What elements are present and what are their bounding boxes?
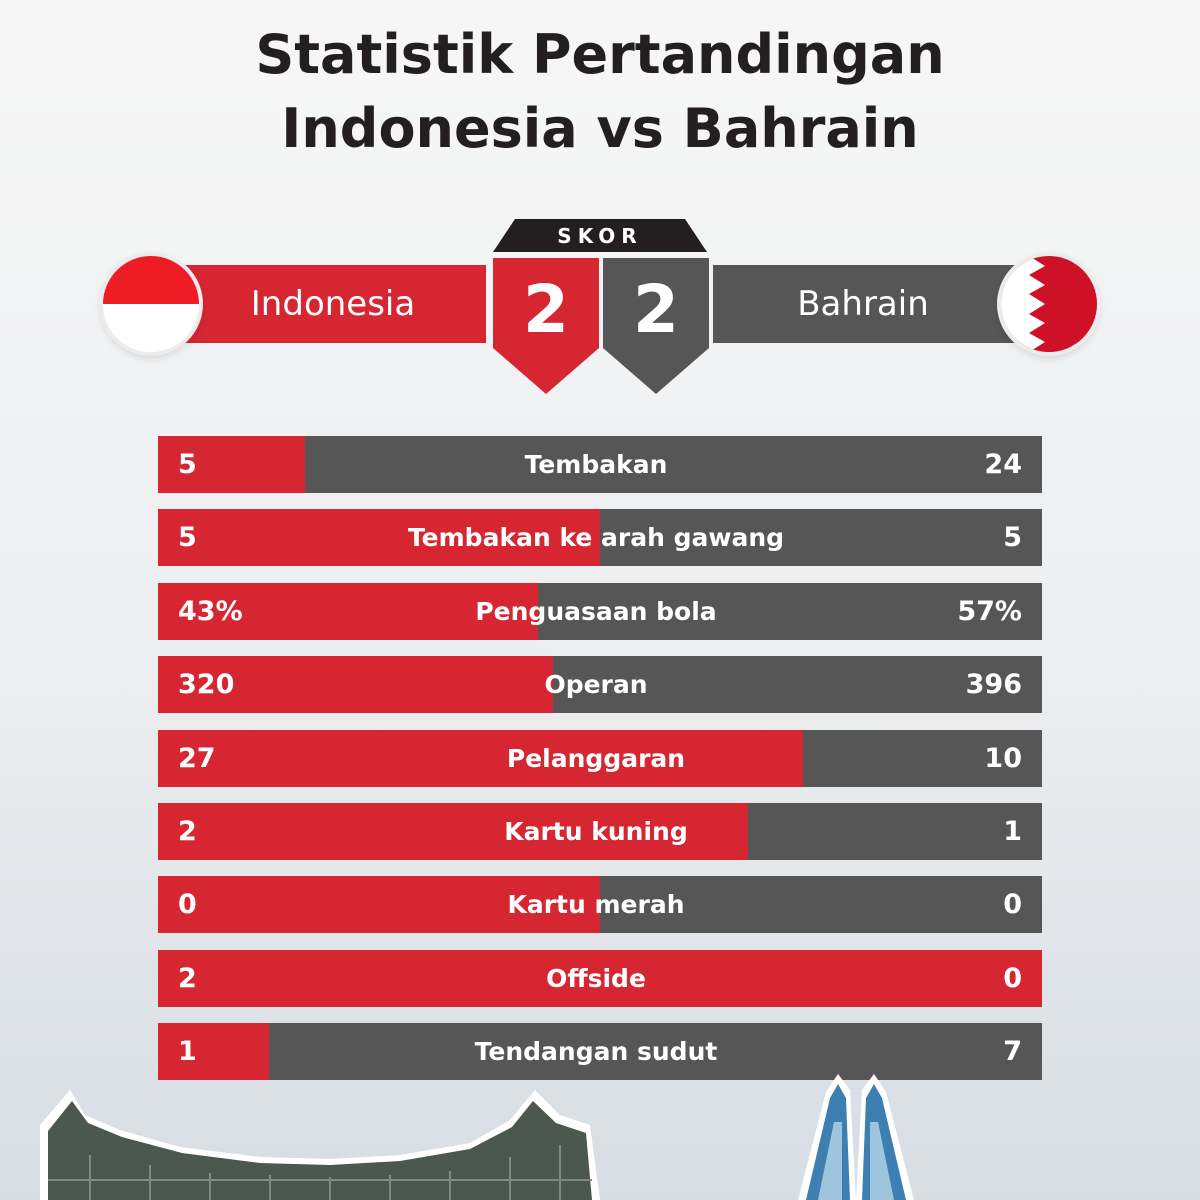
stat-label: Kartu kuning [504,816,688,846]
home-team-bar [150,265,486,343]
page-title-line-1: Statistik Pertandingan [255,23,945,86]
stat-away-value: 24 [984,449,1022,480]
page-title-line-2: Indonesia vs Bahrain [281,97,919,160]
stat-label: Offside [546,963,646,993]
stat-label: Tembakan ke arah gawang [407,523,785,553]
stat-home-value: 5 [178,449,197,480]
stat-row-yellow-cards [158,803,1042,860]
away-team-name: Bahrain [797,284,929,324]
stat-row-possession [158,583,1042,640]
stat-away-value: 57% [957,595,1022,627]
stat-away-value: 10 [984,742,1022,774]
stat-home-value: 27 [178,742,216,774]
stat-away-value: 7 [1003,1036,1022,1068]
indonesia-flag-icon [103,256,199,352]
stat-row-fouls [158,730,1042,787]
stat-label: Operan [544,670,648,700]
away-goals: 2 [633,271,679,348]
stat-label: Tembakan [524,450,668,479]
stats-list [158,436,1042,1097]
score-caption: SKOR [557,224,643,248]
indonesia-landmark-illustration [30,1085,620,1200]
stat-row-shots [158,436,1042,493]
stat-label: Penguasaan bola [475,596,717,626]
stat-home-value: 0 [178,889,197,921]
stat-home-value: 320 [178,669,235,701]
stat-away-value: 5 [1003,522,1022,554]
stat-home-value: 1 [178,1036,197,1068]
stat-home-value: 2 [178,962,197,994]
stat-row-passes [158,656,1042,713]
stat-away-value: 0 [1003,889,1022,921]
home-goals: 2 [523,271,569,348]
home-team-name: Indonesia [250,284,416,324]
stat-away-value: 396 [965,669,1022,701]
stat-away-value: 0 [1003,962,1022,994]
bahrain-landmark-illustration [798,1072,918,1200]
stat-home-value: 5 [178,522,197,554]
stat-away-value: 1 [1003,815,1022,847]
stat-row-offside [158,950,1042,1007]
stat-home-value: 2 [178,815,197,847]
stat-row-shots-on-target [158,509,1042,566]
stat-home-value: 43% [178,595,243,627]
stat-row-red-cards [158,876,1042,933]
stat-label: Kartu merah [507,890,685,920]
bahrain-flag-icon [1001,256,1097,352]
away-team-bar [713,265,1043,343]
stat-label: Tendangan sudut [474,1037,718,1067]
stat-label: Pelanggaran [506,743,686,773]
